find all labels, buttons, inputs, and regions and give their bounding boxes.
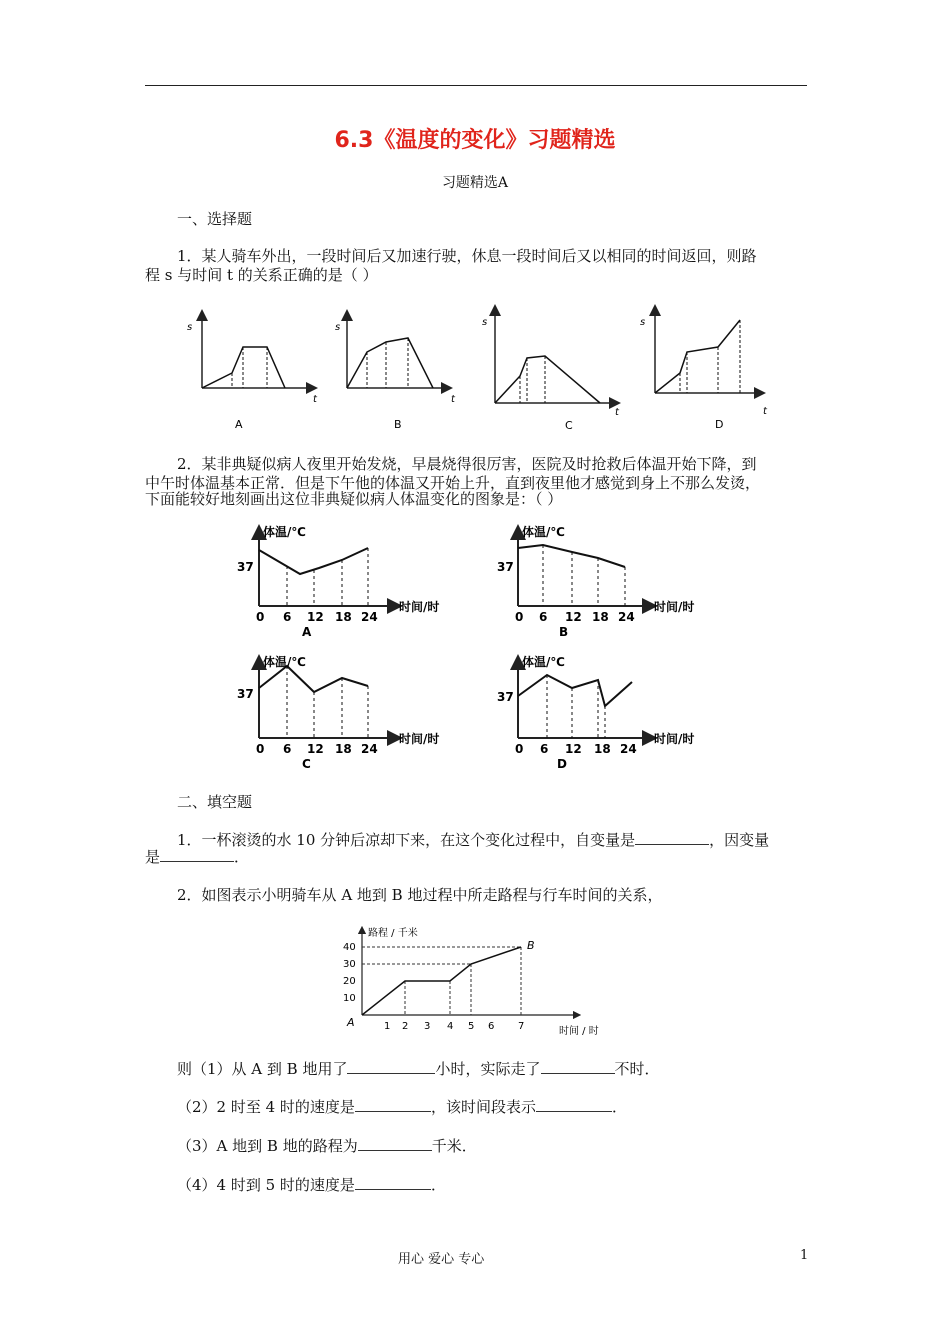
q2-c-xtick-18: 18 — [335, 742, 352, 756]
q1-graph-label-d: D — [715, 418, 724, 431]
chart-ytick-30: 30 — [343, 959, 356, 970]
fill-q1-text-d: ． — [234, 848, 250, 866]
q2-c-ytick: 37 — [237, 687, 254, 701]
q2-line1: 2．某非典疑似病人夜里开始发烧，早晨烧得很厉害，医院及时抢救后体温开始下降，到 — [177, 455, 757, 473]
q1-graphs — [175, 300, 775, 440]
q1-graph-label-c: C — [565, 419, 573, 432]
chart-ytick-20: 20 — [343, 976, 356, 987]
q2-c-xlabel: 时间/时 — [399, 732, 440, 746]
q2-a-xtick-0: 0 — [256, 610, 265, 624]
fill-q2-sub2-blank-2 — [536, 1110, 612, 1112]
q2-d-xtick-24: 24 — [620, 742, 637, 756]
footer-page-number: 1 — [800, 1248, 809, 1263]
fill-q2-sub1-a: 则（1）从 A 到 B 地用了 — [177, 1060, 348, 1078]
q1-c-axis-x: t — [615, 407, 619, 418]
chart-point-b: B — [527, 939, 535, 952]
q1-b-axis-y: s — [335, 322, 341, 333]
fill-q2-sub2-b: ，该时间段表示 — [430, 1098, 536, 1116]
section1-heading: 一、选择题 — [177, 210, 253, 228]
fill-q2-sub3-b: 千米． — [431, 1137, 477, 1155]
fill-q2-sub4-blank — [355, 1188, 431, 1190]
q1-graph-a — [187, 315, 318, 431]
q2-graph-a — [237, 524, 439, 639]
q2-d-ylabel: 体温/℃ — [522, 655, 565, 669]
footer-center: 用心 爱心 专心 — [398, 1252, 485, 1267]
chart-point-a: A — [347, 1016, 355, 1029]
chart-xtick-2: 2 — [402, 1021, 409, 1032]
q2-d-xlabel: 时间/时 — [654, 732, 695, 746]
chart-ytick-10: 10 — [343, 993, 356, 1004]
page-title: 6.3《温度的变化》习题精选 — [334, 128, 616, 153]
q2-a-ylabel: 体温/℃ — [263, 525, 306, 539]
fill-q2-sub1-blank-2 — [541, 1072, 615, 1074]
q2-b-xtick-12: 12 — [565, 610, 582, 624]
q1-b-axis-x: t — [451, 394, 455, 405]
q2-d-xtick-0: 0 — [515, 742, 524, 756]
q2-a-xlabel: 时间/时 — [399, 600, 440, 614]
fill-q2-sub2-a: （2）2 时至 4 时的速度是 — [177, 1098, 355, 1116]
fill-q2-sub1-c: 不时． — [614, 1060, 660, 1078]
q2-line3: 下面能较好地刻画出这位非典疑似病人体温变化的图象是：（ ） — [145, 490, 563, 508]
fill-q2-sub3 — [177, 1137, 477, 1156]
chart-xtick-3: 3 — [424, 1021, 431, 1032]
q2-b-ytick: 37 — [497, 560, 514, 574]
q2-b-xtick-0: 0 — [515, 610, 524, 624]
fill-q2-sub1-blank-1 — [347, 1072, 435, 1074]
q1-c-axis-y: s — [482, 317, 488, 328]
q2-c-xtick-6: 6 — [283, 742, 292, 756]
q2-a-xtick-18: 18 — [335, 610, 352, 624]
fill-q1-blank-2 — [160, 860, 234, 862]
section2-heading: 二、填空题 — [177, 793, 253, 811]
distance-time-chart — [335, 922, 615, 1042]
q2-d-xtick-18: 18 — [594, 742, 611, 756]
fill-q1-blank-1 — [635, 843, 709, 845]
q2-a-xtick-24: 24 — [361, 610, 378, 624]
fill-q1-text-a: 1．一杯滚烫的水 10 分钟后凉却下来，在这个变化过程中，自变量是 — [177, 831, 636, 849]
q2-d-xtick-12: 12 — [565, 742, 582, 756]
q2-graph-label-b: B — [559, 625, 569, 639]
q2-line2: 中午时体温基本正常．但是下午他的体温又开始上升，直到夜里他才感觉到身上不那么发烫， — [145, 474, 761, 492]
q2-a-xtick-6: 6 — [283, 610, 292, 624]
chart-ytick-40: 40 — [343, 942, 356, 953]
q2-graph-c — [237, 654, 439, 771]
fill-q2-sub4-b: ． — [430, 1176, 446, 1194]
q2-b-xtick-24: 24 — [618, 610, 635, 624]
q1-graph-label-b: B — [394, 418, 402, 431]
q2-b-xlabel: 时间/时 — [654, 600, 695, 614]
fill-q2-sub2-c: ． — [611, 1098, 627, 1116]
fill-q1-line1 — [177, 831, 769, 850]
q2-b-xtick-6: 6 — [539, 610, 548, 624]
q1-graph-label-a: A — [235, 418, 243, 431]
q2-graph-label-d: D — [557, 757, 567, 771]
chart-ylabel: 路程 / 千米 — [368, 928, 418, 939]
distance-line — [362, 947, 521, 1015]
fill-q1-text-b: ，因变量 — [709, 831, 770, 849]
chart-xtick-6: 6 — [488, 1021, 495, 1032]
q2-graph-label-a: A — [302, 625, 312, 639]
chart-xtick-5: 5 — [468, 1021, 475, 1032]
header-rule — [145, 85, 807, 86]
q2-d-ytick: 37 — [497, 690, 514, 704]
fill-q2-sub2-blank-1 — [355, 1110, 431, 1112]
q2-graph-b — [497, 524, 694, 639]
q2-c-ylabel: 体温/℃ — [263, 655, 306, 669]
chart-xtick-1: 1 — [384, 1021, 391, 1032]
q1-graph-c — [482, 310, 620, 432]
q2-b-xtick-18: 18 — [592, 610, 609, 624]
q1-line2: 程 s 与时间 t 的关系正确的是（ ） — [145, 266, 378, 284]
q2-c-xtick-0: 0 — [256, 742, 265, 756]
page-subtitle: 习题精选A — [441, 175, 509, 191]
fill-q2-sub2 — [177, 1098, 627, 1117]
fill-q2-sub3-blank — [358, 1149, 432, 1151]
q2-b-ylabel: 体温/℃ — [522, 525, 565, 539]
q1-d-axis-y: s — [640, 317, 646, 328]
fill-q1-line2 — [145, 848, 249, 867]
q1-a-axis-y: s — [187, 322, 193, 333]
fill-q1-text-c: 是 — [145, 848, 161, 866]
q2-graph-d — [497, 654, 694, 771]
q2-a-xtick-12: 12 — [307, 610, 324, 624]
q2-c-xtick-24: 24 — [361, 742, 378, 756]
fill-q2-intro: 2．如图表示小明骑车从 A 地到 B 地过程中所走路程与行车时间的关系， — [177, 886, 663, 904]
q1-line1: 1．某人骑车外出，一段时间后又加速行驶，休息一段时间后又以相同的时间返回，则路 — [177, 247, 757, 265]
chart-xtick-4: 4 — [447, 1021, 454, 1032]
fill-q2-sub1-b: 小时，实际走了 — [435, 1060, 541, 1078]
q2-a-ytick: 37 — [237, 560, 254, 574]
fill-q2-sub4 — [177, 1176, 446, 1195]
fill-q2-sub3-a: （3）A 地到 B 地的路程为 — [177, 1137, 358, 1155]
fill-q2-sub4-a: （4）4 时到 5 时的速度是 — [177, 1176, 355, 1194]
chart-xtick-7: 7 — [518, 1021, 525, 1032]
q1-graph-b — [335, 315, 456, 431]
q2-graphs — [235, 520, 715, 775]
q1-a-axis-x: t — [313, 394, 317, 405]
q2-c-xtick-12: 12 — [307, 742, 324, 756]
q1-graph-d — [640, 310, 768, 431]
q1-d-axis-x: t — [763, 406, 767, 417]
chart-xlabel: 时间 / 时 — [559, 1026, 599, 1037]
fill-q2-sub1 — [177, 1060, 660, 1079]
q2-graph-label-c: C — [302, 757, 311, 771]
q2-d-xtick-6: 6 — [540, 742, 549, 756]
